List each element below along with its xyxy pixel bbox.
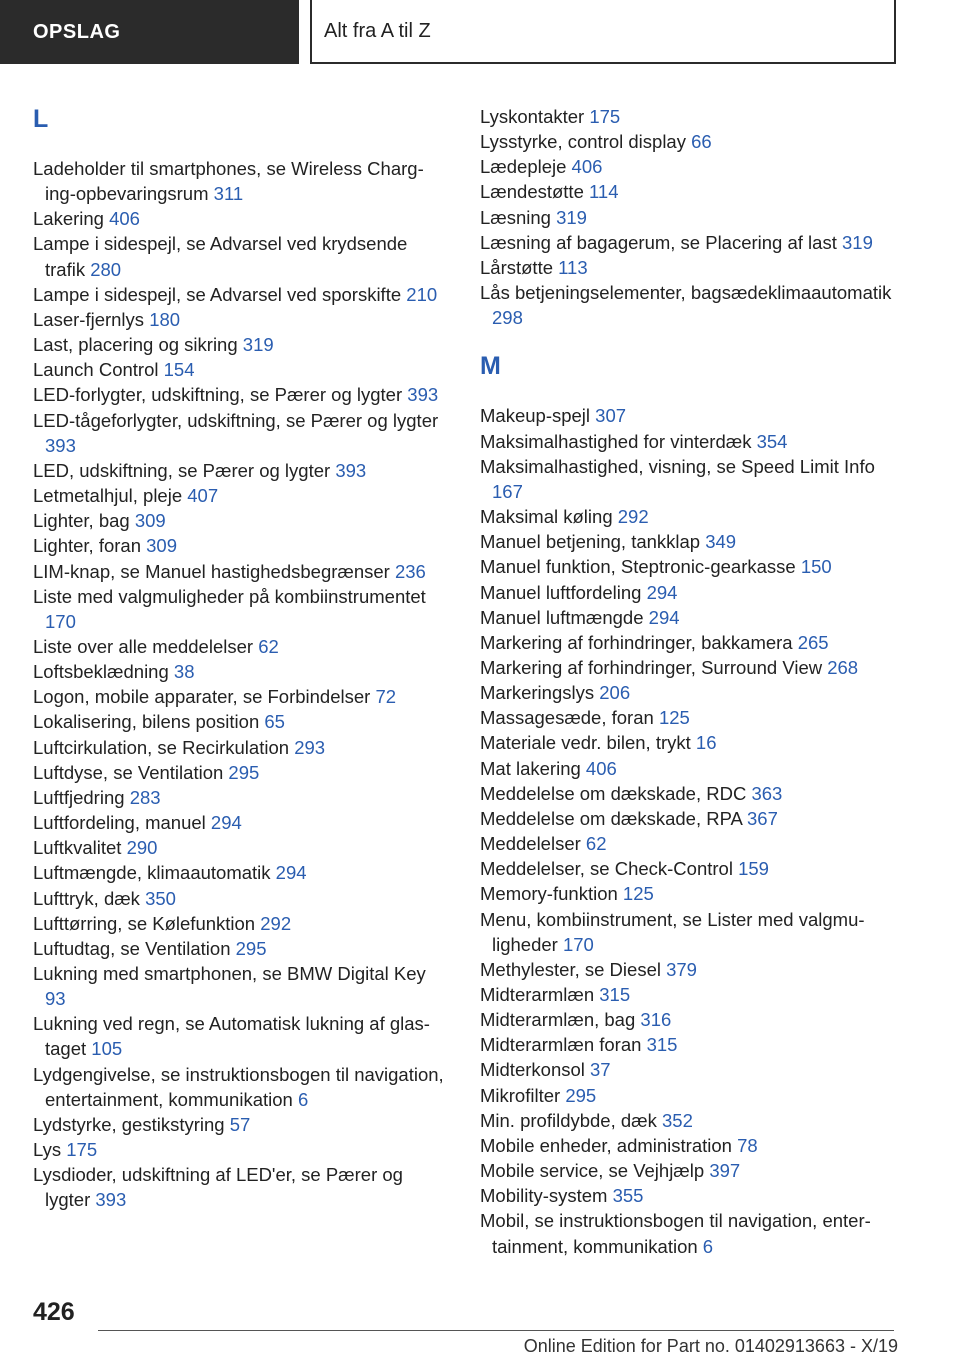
index-entry (480, 781, 900, 806)
index-term: Mat lakering (480, 757, 586, 779)
index-entry (33, 282, 445, 307)
index-letter-l: L (33, 105, 49, 133)
index-entry (33, 659, 445, 684)
index-term: Meddelelser (480, 833, 586, 855)
page-reference-link[interactable]: 150 (800, 556, 832, 578)
index-entry (33, 634, 445, 659)
index-entry (33, 357, 445, 382)
page-reference-link[interactable]: 294 (648, 606, 680, 628)
page-reference-link[interactable]: 65 (264, 711, 285, 733)
page-reference-link[interactable]: 57 (229, 1113, 251, 1135)
page-reference-link[interactable]: 298 (492, 307, 523, 329)
index-entry (33, 961, 445, 1011)
index-term: Markeringslys (480, 682, 600, 704)
page-reference-link[interactable]: 319 (242, 334, 274, 356)
index-term: Midterarmlæn foran (480, 1034, 647, 1056)
index-entry (480, 705, 900, 730)
page-reference-link[interactable]: 316 (640, 1009, 672, 1031)
index-term: Luftkvalitet (33, 837, 127, 859)
index-entry (33, 559, 445, 584)
index-entry (480, 1183, 900, 1208)
page-reference-link[interactable]: 125 (622, 883, 654, 905)
index-term: Materiale vedr. bilen, trykt (480, 732, 696, 754)
page-reference-link[interactable]: 319 (842, 231, 873, 253)
page-reference-link[interactable]: 167 (492, 480, 523, 502)
page-reference-link[interactable]: 180 (149, 308, 181, 330)
page-reference-link[interactable]: 309 (146, 535, 178, 557)
index-term: LED-forlygter, udskiftning, se Pærer og lygter (33, 384, 408, 406)
page-reference-link[interactable]: 38 (173, 661, 195, 683)
index-term: Maksimalhastighed, visning, se Speed Limit Info (480, 455, 875, 477)
page-reference-link[interactable]: 295 (228, 761, 260, 783)
index-term: Lukning ved regn, se Automatisk lukning af glastaget (33, 1013, 430, 1060)
index-term: Lufttryk, dæk (33, 887, 146, 909)
page-reference-link[interactable]: 349 (705, 531, 737, 553)
index-entry (33, 458, 445, 483)
index-entry (33, 735, 445, 760)
index-entry (480, 403, 900, 428)
page-reference-link[interactable]: 307 (595, 405, 627, 427)
page-reference-link[interactable]: 292 (260, 912, 292, 934)
index-term: Makeup-spejl (480, 405, 596, 427)
page-reference-link[interactable]: 236 (394, 560, 426, 582)
page-reference-link[interactable]: 6 (297, 1088, 309, 1110)
page-reference-link[interactable]: 37 (590, 1059, 611, 1081)
index-term: Markering af forhindringer, Surround View (480, 656, 828, 678)
index-term: Lokalisering, bilens position (33, 711, 265, 733)
index-term: Luftfordeling, manuel (33, 812, 211, 834)
page-reference-link[interactable]: 268 (827, 656, 859, 678)
page-reference-link[interactable]: 352 (662, 1109, 693, 1131)
page-reference-link[interactable]: 294 (210, 812, 242, 834)
index-entry (480, 1158, 900, 1183)
index-entry (33, 332, 445, 357)
index-term: Lysstyrke, control display (480, 131, 692, 153)
index-term: Min. profildybde, dæk (480, 1109, 663, 1131)
page-header (0, 0, 960, 66)
index-entry (480, 129, 900, 154)
page-reference-link[interactable]: 265 (797, 631, 829, 653)
index-entry (33, 156, 445, 206)
index-term: Lårstøtte (480, 256, 559, 278)
index-entry (33, 231, 445, 281)
index-term: Last, placering og sikring (33, 334, 243, 356)
index-term: Menu, kombiinstrument, se Lister med valgmuligheder (480, 908, 865, 955)
index-entry (33, 1112, 445, 1137)
index-entry (33, 1137, 445, 1162)
page-reference-link[interactable]: 105 (91, 1038, 123, 1060)
page-reference-link[interactable]: 315 (599, 984, 631, 1005)
index-list-l (33, 156, 445, 1213)
index-entry (480, 605, 900, 630)
index-term: Lys (33, 1139, 67, 1161)
index-term: Markering af forhindringer, bakkamera (480, 631, 798, 653)
page-reference-link[interactable]: 293 (294, 736, 326, 758)
index-entry (33, 860, 445, 885)
edition-text: Online Edition for Part no. 01402913663 - X/19 (523, 1336, 898, 1356)
page-reference-link[interactable]: 283 (129, 786, 161, 808)
page-reference-link[interactable]: 154 (163, 359, 195, 381)
index-term: Lufttørring, se Kølefunktion (33, 912, 261, 934)
index-entry (480, 831, 900, 856)
index-entry (33, 785, 445, 810)
index-term: Luftudtag, se Ventilation (33, 937, 236, 959)
page-reference-link[interactable]: 292 (617, 506, 649, 528)
index-term: Lighter, bag (33, 510, 135, 532)
index-entry (480, 255, 900, 280)
footer-divider (98, 1330, 894, 1331)
section-tab[interactable] (0, 0, 299, 64)
index-entry (480, 230, 900, 255)
index-entry (33, 1062, 445, 1112)
index-entry (33, 709, 445, 734)
index-entry (480, 1007, 900, 1032)
index-term: Luftdyse, se Ventilation (33, 761, 229, 783)
index-entry (480, 630, 900, 655)
page-reference-link[interactable]: 175 (66, 1139, 98, 1161)
page-reference-link[interactable]: 294 (275, 862, 307, 884)
index-entry (480, 429, 900, 454)
index-entry (480, 1133, 900, 1158)
index-entry (480, 580, 900, 605)
index-entry (480, 280, 900, 330)
index-term: Lysdioder, udskiftning af LED'er, se Pærer og lygter (33, 1164, 403, 1211)
chapter-title: Alt fra A til Z (324, 19, 431, 42)
index-entry (480, 104, 900, 129)
page-reference-link[interactable]: 210 (406, 283, 438, 305)
index-term: Midterarmlæn, bag (480, 1009, 641, 1031)
index-entry (480, 1032, 900, 1057)
page-reference-link[interactable]: 280 (90, 258, 122, 280)
index-term: Massagesæde, foran (480, 707, 659, 729)
index-term: Meddelelser, se Check-Control (480, 858, 739, 880)
page-reference-link[interactable]: 393 (407, 384, 439, 406)
index-entry (480, 982, 900, 1007)
index-term: Luftfjedring (33, 786, 130, 808)
page-reference-link[interactable]: 407 (187, 485, 219, 507)
page-reference-link[interactable]: 125 (658, 707, 690, 729)
index-term: Læsning (480, 206, 557, 228)
index-term: Midterkonsol (480, 1059, 591, 1081)
index-term: Mikrofilter (480, 1084, 566, 1106)
page-reference-link[interactable]: 363 (751, 782, 783, 804)
index-entry (33, 508, 445, 533)
index-entry (480, 856, 900, 881)
index-term: Lydgengivelse, se instruktionsbogen til navigation, entertainment, kommunikation (33, 1063, 444, 1110)
page-reference-link[interactable]: 393 (45, 434, 76, 456)
index-term: LED-tågeforlygter, udskiftning, se Pærer og lygter (33, 409, 439, 431)
index-term: Logon, mobile apparater, se Forbindelser (33, 686, 376, 708)
page-reference-link[interactable]: 62 (258, 635, 279, 657)
index-entry (33, 911, 445, 936)
page-reference-link[interactable]: 159 (738, 858, 769, 880)
index-term: Loftsbeklædning (33, 661, 174, 683)
index-term: Methylester, se Diesel (480, 958, 667, 980)
index-term: Maksimal køling (480, 506, 618, 528)
index-entry (480, 655, 900, 680)
page-reference-link[interactable]: 379 (666, 958, 697, 980)
index-entry (480, 806, 900, 831)
index-entry (480, 154, 900, 179)
page-reference-link[interactable]: 393 (95, 1189, 127, 1211)
index-term: Mobil, se instruktionsbogen til navigation, entertainment, kommunikation (480, 1210, 871, 1257)
index-entry (33, 307, 445, 332)
page-reference-link[interactable]: 78 (737, 1134, 758, 1156)
index-entry (480, 179, 900, 204)
index-term: Launch Control (33, 359, 164, 381)
page-reference-link[interactable]: 315 (646, 1034, 678, 1056)
index-term: Meddelelse om dækskade, RDC (480, 782, 752, 804)
index-term: Lædepleje (480, 156, 572, 178)
index-term: Lampe i sidespejl, se Advarsel ved sporskifte (33, 283, 407, 305)
page-reference-link[interactable]: 355 (612, 1185, 644, 1207)
page-reference-link[interactable]: 367 (747, 807, 778, 829)
index-term: Lændestøtte (480, 181, 590, 203)
index-entry (480, 730, 900, 755)
page-reference-link[interactable]: 175 (589, 106, 621, 127)
index-entry (480, 1057, 900, 1082)
index-term: Liste med valgmuligheder på kombiinstrumentet (33, 585, 426, 607)
index-term: LIM-knap, se Manuel hastighedsbegrænser (33, 560, 395, 582)
index-term: Manuel funktion, Steptronic-gearkasse (480, 556, 801, 578)
index-term: Liste over alle meddelelser (33, 635, 259, 657)
page-reference-link[interactable]: 295 (565, 1084, 597, 1106)
index-entry (33, 1162, 445, 1212)
index-entry (33, 886, 445, 911)
index-entry (480, 1108, 900, 1133)
index-entry (33, 936, 445, 961)
page-reference-link[interactable]: 62 (585, 833, 607, 855)
page-reference-link[interactable]: 206 (599, 682, 631, 704)
index-term: Lampe i sidespejl, se Advarsel ved krydsende trafik (33, 233, 408, 280)
index-term: Manuel luftfordeling (480, 581, 647, 603)
page-reference-link[interactable]: 170 (562, 933, 594, 955)
page-reference-link[interactable]: 350 (145, 887, 176, 909)
index-term: Manuel betjening, tankklap (480, 531, 706, 553)
index-term: Mobile enheder, administration (480, 1134, 738, 1156)
page-reference-link[interactable]: 114 (589, 181, 619, 203)
page-reference-link[interactable]: 170 (45, 610, 76, 632)
index-term: Lås betjeningselementer, bagsædeklimaautomatik (480, 282, 892, 304)
page-reference-link[interactable]: 397 (709, 1160, 741, 1182)
index-list-l-continued (480, 104, 900, 330)
index-term: Lydstyrke, gestikstyring (33, 1113, 230, 1135)
page-number: 426 (33, 1298, 75, 1326)
page-reference-link[interactable]: 113 (558, 256, 588, 278)
index-entry (480, 1083, 900, 1108)
index-term: Ladeholder til smartphones, se Wireless Charging-opbevaringsrum (33, 158, 424, 205)
index-term: LED, udskiftning, se Pærer og lygter (33, 459, 336, 481)
index-term: Manuel luftmængde (480, 606, 649, 628)
index-term: Midterarmlæn (480, 984, 600, 1005)
page-reference-link[interactable]: 290 (126, 837, 158, 859)
index-entry (33, 584, 445, 634)
index-column-left (33, 104, 445, 1213)
page-reference-link[interactable]: 72 (375, 686, 397, 708)
index-term: Lyskontakter (480, 106, 590, 127)
index-entry (33, 206, 445, 231)
index-entry (33, 835, 445, 860)
page-reference-link[interactable]: 406 (109, 208, 140, 230)
page-reference-link[interactable]: 294 (646, 581, 678, 603)
index-entry (480, 907, 900, 957)
index-entry (480, 1208, 900, 1258)
index-entry (480, 756, 900, 781)
index-term: Mobility-system (480, 1185, 613, 1207)
index-entry (33, 1011, 445, 1061)
index-term: Lukning med smartphonen, se BMW Digital Key (33, 963, 426, 984)
index-letter-m: M (480, 352, 501, 381)
index-column-right (480, 104, 900, 1259)
page-reference-link[interactable]: 66 (691, 131, 712, 153)
page-reference-link[interactable]: 393 (335, 459, 367, 481)
section-label: OPSLAG (33, 20, 121, 43)
page-reference-link[interactable]: 16 (695, 732, 717, 754)
page-reference-link[interactable]: 406 (571, 156, 603, 178)
page-reference-link[interactable]: 354 (756, 430, 788, 452)
page-reference-link[interactable]: 309 (134, 510, 166, 532)
chapter-tab[interactable] (310, 0, 896, 64)
index-term: Lighter, foran (33, 535, 147, 557)
index-entry (33, 760, 445, 785)
index-entry (480, 881, 900, 906)
index-entry (480, 454, 900, 504)
index-list-m (480, 403, 900, 1258)
index-entry (33, 684, 445, 709)
index-entry (480, 205, 900, 230)
index-term: Maksimalhastighed for vinterdæk (480, 430, 757, 452)
index-entry (480, 680, 900, 705)
page-reference-link[interactable]: 295 (235, 937, 267, 959)
index-entry (33, 533, 445, 558)
index-entry (480, 957, 900, 982)
page-reference-link[interactable]: 93 (45, 988, 66, 1010)
index-term: Læsning af bagagerum, se Placering af last (480, 231, 842, 253)
index-term: Meddelelse om dækskade, RPA (480, 807, 748, 829)
page-reference-link[interactable]: 311 (213, 183, 244, 205)
index-term: Luftcirkulation, se Recirkulation (33, 736, 295, 758)
index-entry (33, 810, 445, 835)
index-entry (480, 529, 900, 554)
index-term: Mobile service, se Vejhjælp (480, 1160, 710, 1182)
index-entry (33, 408, 445, 458)
index-term: Luftmængde, klimaautomatik (33, 862, 276, 884)
index-entry (33, 483, 445, 508)
index-entry (33, 382, 445, 407)
page-reference-link[interactable]: 406 (585, 757, 617, 779)
index-entry (480, 504, 900, 529)
index-entry (480, 554, 900, 579)
index-term: Laser-fjernlys (33, 308, 150, 330)
index-term: Memory-funktion (480, 883, 623, 905)
page-reference-link[interactable]: 319 (556, 206, 587, 228)
page-reference-link[interactable]: 6 (702, 1235, 714, 1257)
index-term: Letmetalhjul, pleje (33, 485, 188, 507)
index-term: Lakering (33, 208, 110, 230)
